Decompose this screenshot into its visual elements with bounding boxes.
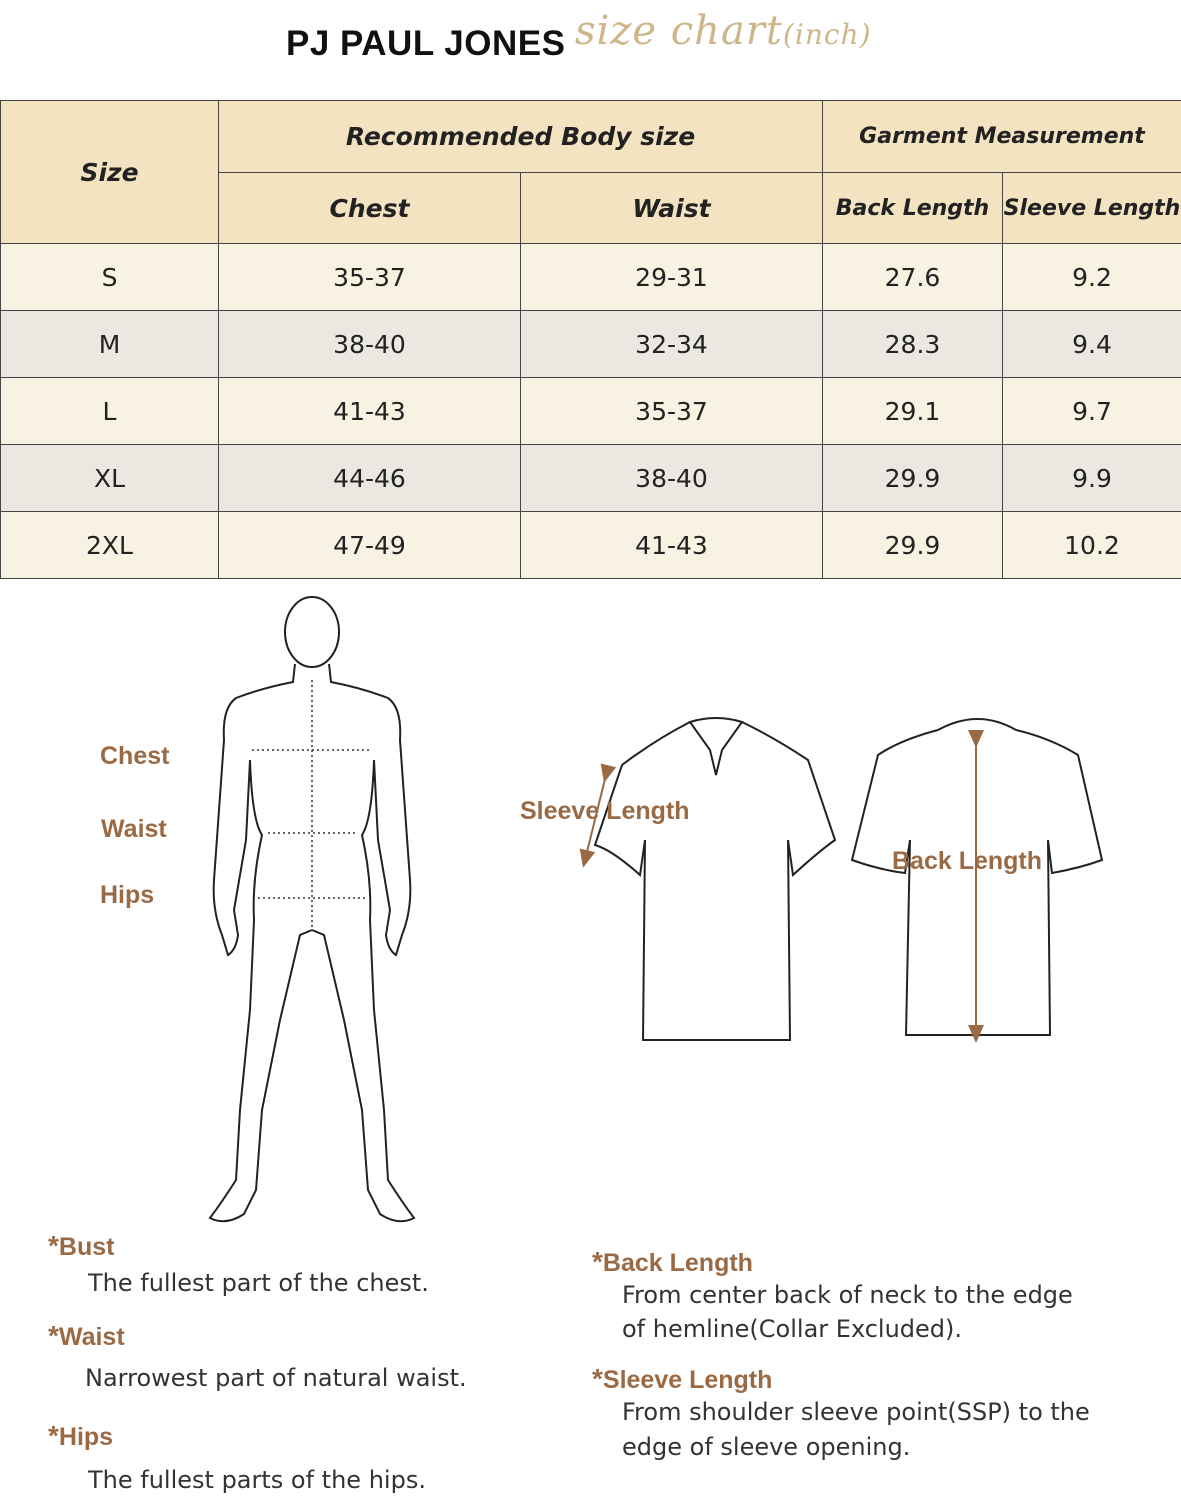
body-size-group-header: Recommended Body size [219, 101, 823, 173]
size-column-header: Size [1, 101, 219, 244]
sleeve-length-label: Sleeve Length [520, 797, 690, 825]
waist-label: Waist [101, 815, 167, 843]
waist-column-header: Waist [521, 173, 823, 244]
asterisk-icon: * [48, 1230, 59, 1261]
back-length-cell: 29.9 [823, 445, 1003, 512]
subtitle-text: size chart [575, 8, 783, 54]
size-cell: S [1, 244, 219, 311]
waist-title-text: Waist [58, 1323, 125, 1351]
back-length-note-line1: From center back of neck to the edge [622, 1281, 1073, 1309]
hips-title-text: Hips [58, 1423, 114, 1451]
waist-note-text: Narrowest part of natural waist. [85, 1364, 467, 1392]
measurement-illustration [0, 590, 1181, 1230]
back-length-note-line2: of hemline(Collar Excluded). [622, 1315, 963, 1343]
asterisk-icon: * [48, 1420, 59, 1451]
chest-cell: 41-43 [219, 378, 521, 445]
back-length-note-title [592, 1246, 753, 1278]
chest-cell: 47-49 [219, 512, 521, 579]
subtitle-unit: (inch) [783, 18, 872, 51]
hips-label: Hips [100, 881, 155, 909]
measurement-guides [252, 680, 372, 930]
back-length-label: Back Length [892, 847, 1043, 875]
chest-cell: 38-40 [219, 311, 521, 378]
garment-group-header: Garment Measurement [823, 101, 1181, 173]
size-table [0, 100, 1181, 579]
chart-subtitle [575, 8, 872, 54]
sleeve-length-cell: 9.9 [1003, 445, 1181, 512]
bust-title-text: Bust [58, 1233, 115, 1261]
asterisk-icon: * [592, 1246, 603, 1277]
shirt-front-icon [595, 718, 835, 1040]
size-cell: XL [1, 445, 219, 512]
size-cell: 2XL [1, 512, 219, 579]
asterisk-icon: * [592, 1363, 603, 1394]
waist-cell: 32-34 [521, 311, 823, 378]
waist-cell: 38-40 [521, 445, 823, 512]
sleeve-length-note-title [592, 1363, 772, 1395]
chest-cell: 44-46 [219, 445, 521, 512]
table-row [1, 445, 1181, 512]
sleeve-length-cell: 9.4 [1003, 311, 1181, 378]
hips-note-text: The fullest parts of the hips. [88, 1466, 426, 1494]
waist-cell: 41-43 [521, 512, 823, 579]
waist-cell: 29-31 [521, 244, 823, 311]
size-cell: M [1, 311, 219, 378]
brand-name: PJ PAUL JONES [286, 24, 566, 63]
page-header [0, 0, 1181, 95]
table-row [1, 244, 1181, 311]
sleeve-length-cell: 10.2 [1003, 512, 1181, 579]
back-length-cell: 28.3 [823, 311, 1003, 378]
chest-cell: 35-37 [219, 244, 521, 311]
back-length-cell: 29.1 [823, 378, 1003, 445]
size-cell: L [1, 378, 219, 445]
back-length-cell: 27.6 [823, 244, 1003, 311]
bust-note-title [48, 1230, 114, 1262]
bust-note-text: The fullest part of the chest. [88, 1269, 429, 1297]
waist-note-title [48, 1320, 125, 1352]
back-length-title-text: Back Length [602, 1249, 753, 1277]
sleeve-length-cell: 9.2 [1003, 244, 1181, 311]
asterisk-icon: * [48, 1320, 59, 1351]
sleeve-length-cell: 9.7 [1003, 378, 1181, 445]
waist-cell: 35-37 [521, 378, 823, 445]
chest-column-header: Chest [219, 173, 521, 244]
sleeve-length-note-line1: From shoulder sleeve point(SSP) to the [622, 1398, 1090, 1426]
back-length-cell: 29.9 [823, 512, 1003, 579]
table-row [1, 311, 1181, 378]
hips-note-title [48, 1420, 113, 1452]
illustration-svg [0, 590, 1181, 1230]
chest-label: Chest [100, 742, 170, 770]
sleeve-length-note-line2: edge of sleeve opening. [622, 1433, 911, 1461]
back-length-column-header: Back Length [823, 173, 1003, 244]
measurement-notes [0, 1225, 1181, 1500]
table-row [1, 512, 1181, 579]
table-row [1, 378, 1181, 445]
sleeve-length-title-text: Sleeve Length [602, 1366, 773, 1394]
sleeve-length-column-header: Sleeve Length [1003, 173, 1181, 244]
